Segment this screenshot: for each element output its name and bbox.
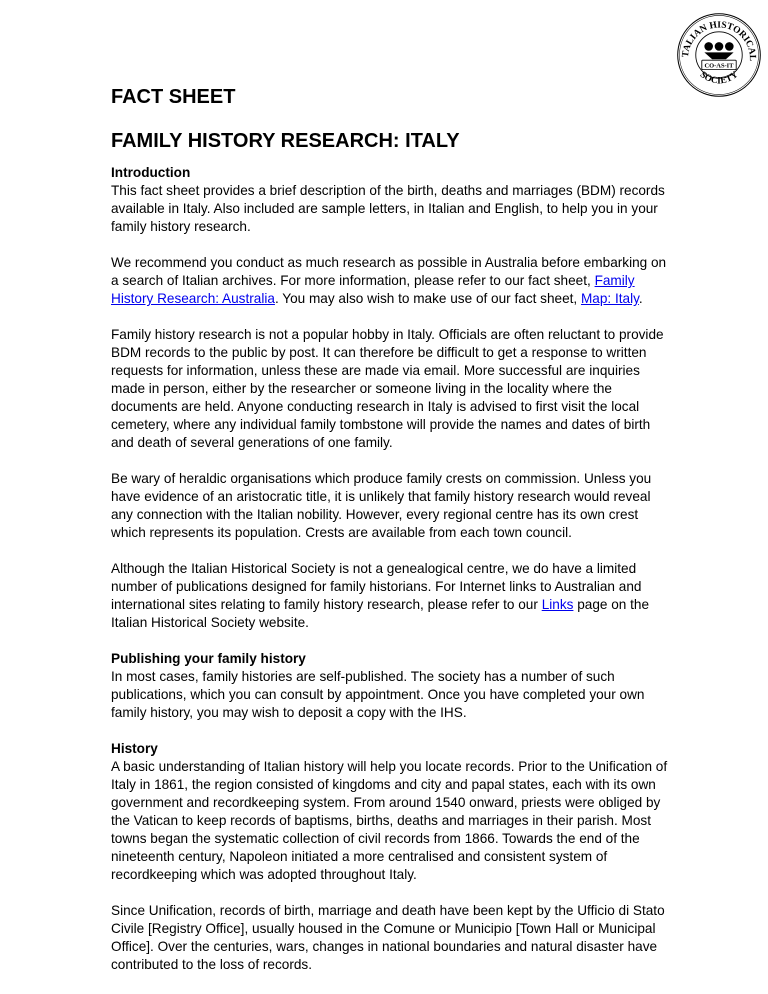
recommend-text-1: We recommend you conduct as much research as possible in Australia before embarking on a search of Italian archives. For more information, please refer to our fact sheet,	[111, 255, 667, 288]
logo-center-text: CO-AS-IT	[704, 62, 734, 70]
publishing-heading: Publishing your family history	[111, 651, 306, 666]
publishing-text: In most cases, family histories are self-published. The society has a number of such publications, which you can consult by appointment. Once you have completed your own family history, you may wish to deposit a copy with the IHS.	[111, 669, 645, 720]
recommend-text-2: . You may also wish to make use of our fact sheet,	[274, 291, 581, 306]
unification-paragraph: Since Unification, records of birth, marriage and death have been kept by the Ufficio di Stato Civile [Registry Office], usually housed in the Comune or Municipio [Town Hall or Municipal Office]. Over the centuries, wars, changes in national boundaries and natural disaster have contributed to the loss of records.	[111, 903, 665, 972]
publishing-paragraph	[111, 650, 671, 722]
logo-ring-bottom-text: SOCIETY	[697, 69, 741, 87]
recommend-paragraph	[111, 254, 671, 308]
history-text: A basic understanding of Italian history will help you locate records. Prior to the Unification of Italy in 1861, the region consisted of kingdoms and city and papal states, each with its own government and recordkeeping system. From around 1540 onward, priests were obliged by the Vatican to keep records of baptisms, births, deaths and marriages in their parish. Most towns began the systematic collection of civil records from 1866. Towards the end of the nineteenth century, Napoleon initiated a more centralised and consistent system of recordkeeping which was adopted throughout Italy.	[111, 759, 668, 882]
history-heading: History	[111, 741, 158, 756]
history-paragraph	[111, 740, 671, 884]
intro-text: This fact sheet provides a brief description of the birth, deaths and marriages (BDM) records available in Italy. Also included are sample letters, in Italian and English, to help you in your family history research.	[111, 183, 665, 234]
society-text-1: Although the Italian Historical Society is not a genealogical centre, we do have a limited number of publications designed for family historians. For Internet links to Australian and international sites relating to family history research, please refer to our	[111, 561, 642, 612]
page-title: FACT SHEET	[111, 86, 236, 108]
page-subtitle: FAMILY HISTORY RESEARCH: ITALY	[111, 130, 460, 152]
society-paragraph	[111, 560, 671, 632]
recommend-text-3: .	[638, 291, 643, 306]
document-body	[111, 164, 671, 992]
map-italy-link[interactable]: Map: Italy	[580, 291, 639, 306]
intro-heading: Introduction	[111, 165, 191, 180]
italian-historical-society-logo	[676, 12, 762, 98]
heraldic-paragraph: Be wary of heraldic organisations which produce family crests on commission. Unless you have evidence of an aristocratic title, it is unlikely that family history research would reveal any connection with the Italian nobility. However, every regional centre has its own crest which represents its population. Crests are available from each town council.	[111, 471, 652, 540]
society-text-2: page on the Italian Historical Society website.	[111, 597, 650, 630]
links-page-link[interactable]: Links	[541, 597, 574, 612]
intro-paragraph	[111, 164, 671, 236]
family-history-australia-link[interactable]: Family History Research: Australia	[111, 273, 635, 306]
logo-emblem-icon	[704, 42, 733, 59]
hobby-paragraph: Family history research is not a popular hobby in Italy. Officials are often reluctant to provide BDM records to the public by post. It can therefore be difficult to get a response to written requests for information, unless these are made via email. More successful are inquiries made in person, either by the researcher or someone living in the locality where the documents are held. Anyone conducting research in Italy is advised to first visit the local cemetery, where any individual family tombstone will provide the names and dates of birth and death of several generations of one family.	[111, 327, 664, 450]
logo-ring-top-text: TALIAN HISTORICAL	[680, 20, 758, 62]
